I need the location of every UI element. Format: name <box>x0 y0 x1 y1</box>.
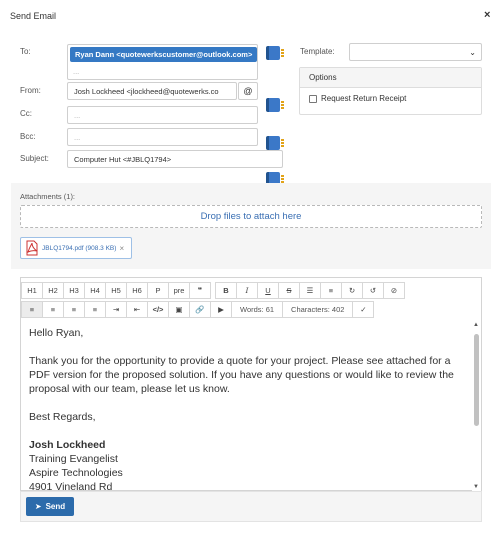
request-receipt-checkbox[interactable] <box>309 95 317 103</box>
align-left-icon[interactable]: ≡ <box>21 301 43 318</box>
video-icon[interactable]: ▶ <box>210 301 232 318</box>
signature-company: Aspire Technologies <box>29 467 123 479</box>
strikethrough-icon[interactable]: S <box>278 282 300 299</box>
redo-icon[interactable]: ↻ <box>341 282 363 299</box>
italic-icon[interactable]: I <box>236 282 258 299</box>
h5-button[interactable]: H5 <box>105 282 127 299</box>
align-right-icon[interactable]: ≡ <box>63 301 85 318</box>
toolbar-row-2 <box>21 299 481 320</box>
dialog-title: Send Email <box>10 11 57 21</box>
attachments-area <box>11 183 491 269</box>
signature-title: Training Evangelist <box>29 453 118 465</box>
to-recipient-chip[interactable]: Ryan Dann <quotewerkscustomer@outlook.com> <box>70 47 257 62</box>
message-body[interactable] <box>21 321 473 491</box>
pre-button[interactable]: pre <box>168 282 190 299</box>
to-placeholder: ... <box>73 67 80 76</box>
body-paragraph: Thank you for the opportunity to provide a quote for your project. Please see attached for a PDF version for the proposed solution. If you have any questions or would like to review the proposal with our team, please let us know. <box>29 355 454 395</box>
cc-placeholder: ... <box>74 110 81 120</box>
to-label: To: <box>20 47 31 56</box>
clear-format-icon[interactable]: ⊘ <box>383 282 405 299</box>
toolbar-row-1 <box>21 278 481 299</box>
bcc-field[interactable] <box>67 128 258 146</box>
greeting: Hello Ryan, <box>29 327 84 339</box>
h1-button[interactable]: H1 <box>21 282 43 299</box>
paper-plane-icon: ➤ <box>34 502 42 511</box>
attachment-filename: JBLQ1794.pdf (908.3 KB) <box>42 244 117 252</box>
undo-icon[interactable]: ↺ <box>362 282 384 299</box>
h2-button[interactable]: H2 <box>42 282 64 299</box>
from-label: From: <box>20 86 41 95</box>
align-center-icon[interactable]: ≡ <box>42 301 64 318</box>
template-label: Template: <box>300 47 335 56</box>
bcc-label: Bcc: <box>20 132 36 141</box>
dropzone[interactable]: Drop files to attach here <box>20 205 482 228</box>
send-button[interactable] <box>26 497 74 516</box>
indent-icon[interactable]: ⇥ <box>105 301 127 318</box>
h6-button[interactable]: H6 <box>126 282 148 299</box>
message-editor <box>20 277 482 491</box>
request-receipt-label: Request Return Receipt <box>321 94 407 103</box>
outdent-icon[interactable]: ⇤ <box>126 301 148 318</box>
cc-address-book-icon[interactable] <box>266 136 280 150</box>
bullet-list-icon[interactable]: ☰ <box>299 282 321 299</box>
scroll-up-icon[interactable]: ▲ <box>473 322 479 328</box>
signature-name: Josh Lockheed <box>29 439 106 451</box>
cc-field[interactable] <box>67 106 258 124</box>
code-icon[interactable]: </> <box>147 301 169 318</box>
align-justify-icon[interactable]: ≡ <box>84 301 106 318</box>
attachment-remove-icon[interactable]: × <box>119 243 125 253</box>
spellcheck-icon[interactable]: ✓ <box>352 301 374 318</box>
bcc-placeholder: ... <box>74 132 81 142</box>
scroll-thumb[interactable] <box>474 334 479 426</box>
from-at-button[interactable]: @ <box>238 82 258 100</box>
attachment-chip[interactable] <box>20 237 132 259</box>
options-title: Options <box>300 68 481 88</box>
underline-icon[interactable]: U <box>257 282 279 299</box>
editor-scrollbar[interactable] <box>472 321 481 491</box>
image-icon[interactable]: ▣ <box>168 301 190 318</box>
from-field[interactable]: Josh Lockheed <jlockheed@quotewerks.co <box>67 82 237 100</box>
attachments-label: Attachments (1): <box>20 192 76 201</box>
subject-label: Subject: <box>20 154 49 163</box>
link-icon[interactable]: 🔗 <box>189 301 211 318</box>
request-receipt-row[interactable] <box>300 88 481 109</box>
signature-address: 4901 Vineland Rd <box>29 481 113 491</box>
h4-button[interactable]: H4 <box>84 282 106 299</box>
subject-field[interactable]: Computer Hut <#JBLQ1794> <box>67 150 283 168</box>
h3-button[interactable]: H3 <box>63 282 85 299</box>
to-address-book-icon[interactable] <box>266 46 280 60</box>
template-select[interactable] <box>349 43 482 61</box>
word-count: Words: 61 <box>231 301 283 318</box>
cc-label: Cc: <box>20 109 32 118</box>
options-panel <box>299 67 482 115</box>
blockquote-button[interactable]: ❞ <box>189 282 211 299</box>
scroll-down-icon[interactable]: ▼ <box>473 484 479 490</box>
send-bar <box>20 491 482 522</box>
pdf-icon <box>25 240 39 256</box>
paragraph-button[interactable]: P <box>147 282 169 299</box>
character-count: Characters: 402 <box>282 301 353 318</box>
chevron-down-icon: ⌄ <box>469 48 476 57</box>
closing: Best Regards, <box>29 411 96 423</box>
close-icon[interactable]: × <box>484 9 491 21</box>
bold-icon[interactable]: B <box>215 282 237 299</box>
send-label: Send <box>45 502 66 511</box>
numbered-list-icon[interactable]: ≡ <box>320 282 342 299</box>
to-field[interactable] <box>67 44 258 80</box>
from-address-book-icon[interactable] <box>266 98 280 112</box>
